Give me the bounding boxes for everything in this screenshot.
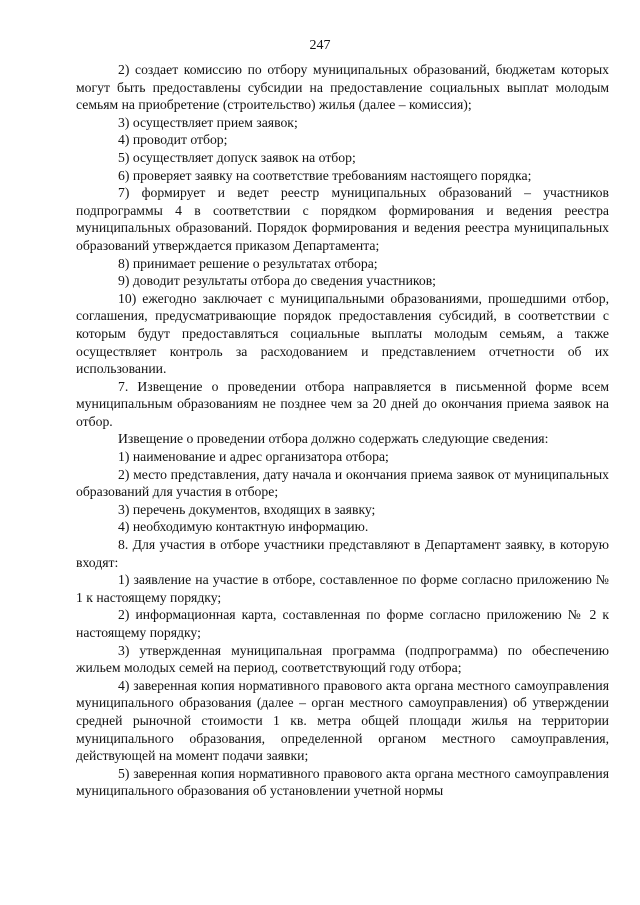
paragraph-contact-info: 4) необходимую контактную информацию.	[118, 519, 369, 535]
paragraph-accept-applications: 3) осуществляет прием заявок;	[118, 114, 298, 130]
document-body	[76, 61, 609, 800]
paragraph-section-7: 7. Извещение о проведении отбора направляется в письменной форме всем муниципальным образованиям не позднее чем за 20 дней до окончания приема заявок на отбор.	[76, 378, 609, 429]
paragraph-inform-results: 9) доводит результаты отбора до сведения участников;	[118, 273, 436, 289]
paragraph-accounting-norm-act: 5) заверенная копия нормативного правового акта органа местного самоуправления муниципального образования об установлении учетной нормы	[76, 765, 609, 799]
paragraph-agreements: 10) ежегодно заключает с муниципальными образованиями, прошедшими отбор, соглашения, предусматривающие порядок предоставления субсидий, в соответствии с которым будут предоставляться социальные выплаты молодым семьям, а также осуществляет контроль за расходованием и представлением отчетности об их использовании.	[76, 290, 609, 377]
paragraph-check-application: 6) проверяет заявку на соответствие требованиям настоящего порядка;	[118, 167, 532, 183]
paragraph-organizer: 1) наименование и адрес организатора отбора;	[118, 449, 389, 465]
paragraph-submission-place: 2) место представления, дату начала и окончания приема заявок от муниципальных образований для участия в отборе;	[76, 466, 609, 500]
paragraph-decision: 8) принимает решение о результатах отбора;	[118, 255, 378, 271]
page-number: 247	[309, 38, 331, 53]
paragraph-admit-applications: 5) осуществляет допуск заявок на отбор;	[118, 149, 356, 165]
paragraph-info-card: 2) информационная карта, составленная по форме согласно приложению № 2 к настоящему порядку;	[76, 607, 609, 640]
paragraph-commission: 2) создает комиссию по отбору муниципальных образований, бюджетам которых могут быть предоставлены субсидии на предоставление социальных выплат молодым семьям на приобретение (строительство) жилья (далее – комиссия);	[76, 62, 609, 113]
paragraph-registry: 7) формирует и ведет реестр муниципальных образований – участников подпрограммы 4 в соответствии с порядком формирования и ведения реестра муниципальных образований. Порядок формирования и ведения реестра муниципальных образований утверждается приказом Департамента;	[76, 185, 609, 253]
paragraph-municipal-program: 3) утвержденная муниципальная программа (подпрограмма) по обеспечению жильем молодых семей на период, соответствующий году отбора;	[76, 642, 609, 676]
paragraph-conduct-selection: 4) проводит отбор;	[118, 132, 228, 148]
paragraph-section-8: 8. Для участия в отборе участники представляют в Департамент заявку, в которую входят:	[76, 537, 609, 570]
paragraph-notice-contents: Извещение о проведении отбора должно содержать следующие сведения:	[118, 431, 549, 447]
paragraph-document-list: 3) перечень документов, входящих в заявку;	[118, 501, 376, 517]
paragraph-market-price-act: 4) заверенная копия нормативного правового акта органа местного самоуправления муниципального образования (далее – орган местного самоуправления) об утверждении средней рыночной стоимости 1 кв. метра общей площади жилья на территории муниципального образования, определенной органом местного самоуправления, действующей на момент подачи заявки;	[76, 677, 609, 764]
paragraph-application-form: 1) заявление на участие в отборе, составленное по форме согласно приложению № 1 к настоящему порядку;	[76, 572, 609, 605]
